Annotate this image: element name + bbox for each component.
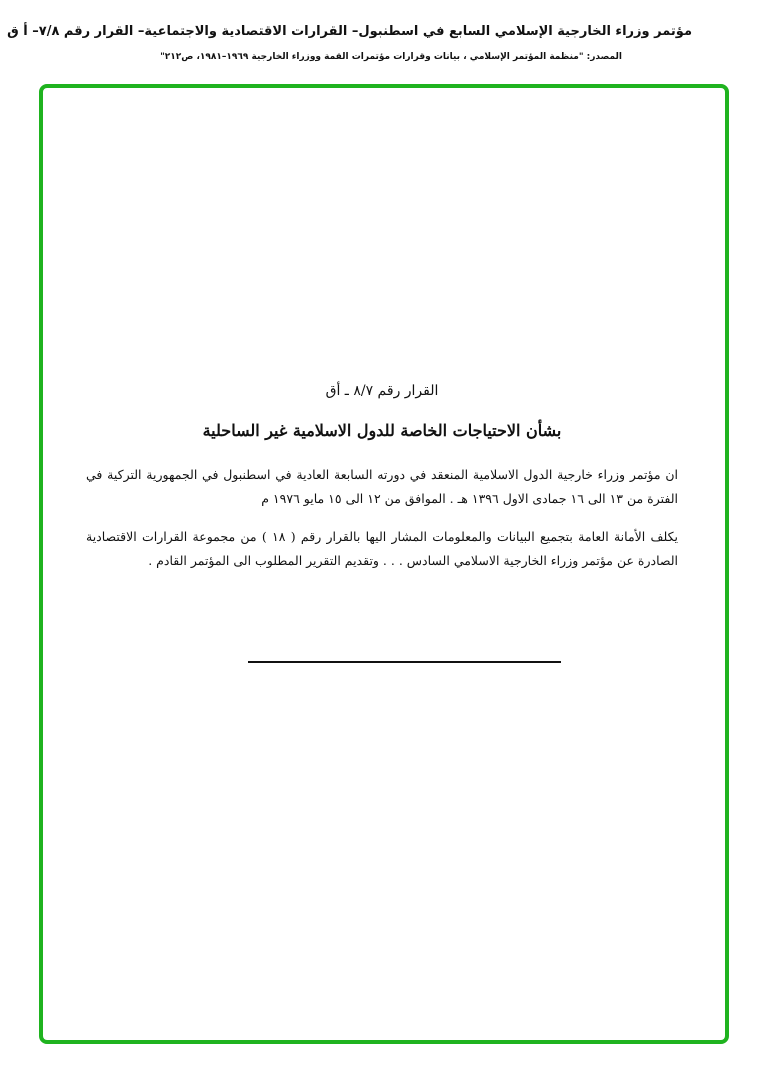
end-rule-divider — [248, 661, 561, 663]
preamble-paragraph: ان مؤتمر وزراء خارجية الدول الاسلامية المنعقد في دورته السابعة العادية في اسطنبول في الجمهورية التركية في الفترة من ١٣ الى ١٦ جمادى الاول ١٣٩٦ هـ . الموافق من ١٢ الى ١٥ مايو ١٩٧٦ م — [86, 467, 678, 506]
page-header-title: مؤتمر وزراء الخارجية الإسلامي السابع في اسطنبول– القرارات الاقتصادية والاجتماعية– القرار رقم ٧/٨– أ ق — [7, 24, 692, 39]
resolution-subject: بشأن الاحتياجات الخاصة للدول الاسلامية غير الساحلية — [202, 421, 562, 440]
page-header-source: المصدر: "منظمة المؤتمر الإسلامي ، بيانات وقرارات مؤتمرات القمة ووزراء الخارجية ١٩٦٩–١٩٨١، ص٢١٢" — [160, 52, 622, 62]
operative-paragraph: يكلف الأمانة العامة بتجميع البيانات والمعلومات المشار اليها بالقرار رقم ( ١٨ ) من مجموعة القرارات الاقتصادية الصادرة عن مؤتمر وزراء الخارجية الاسلامي السادس . . . وتقديم التقرير المطلوب الى المؤتمر القادم . — [86, 529, 678, 568]
resolution-number: القرار رقم ٨/٧ ـ أق — [325, 383, 439, 399]
